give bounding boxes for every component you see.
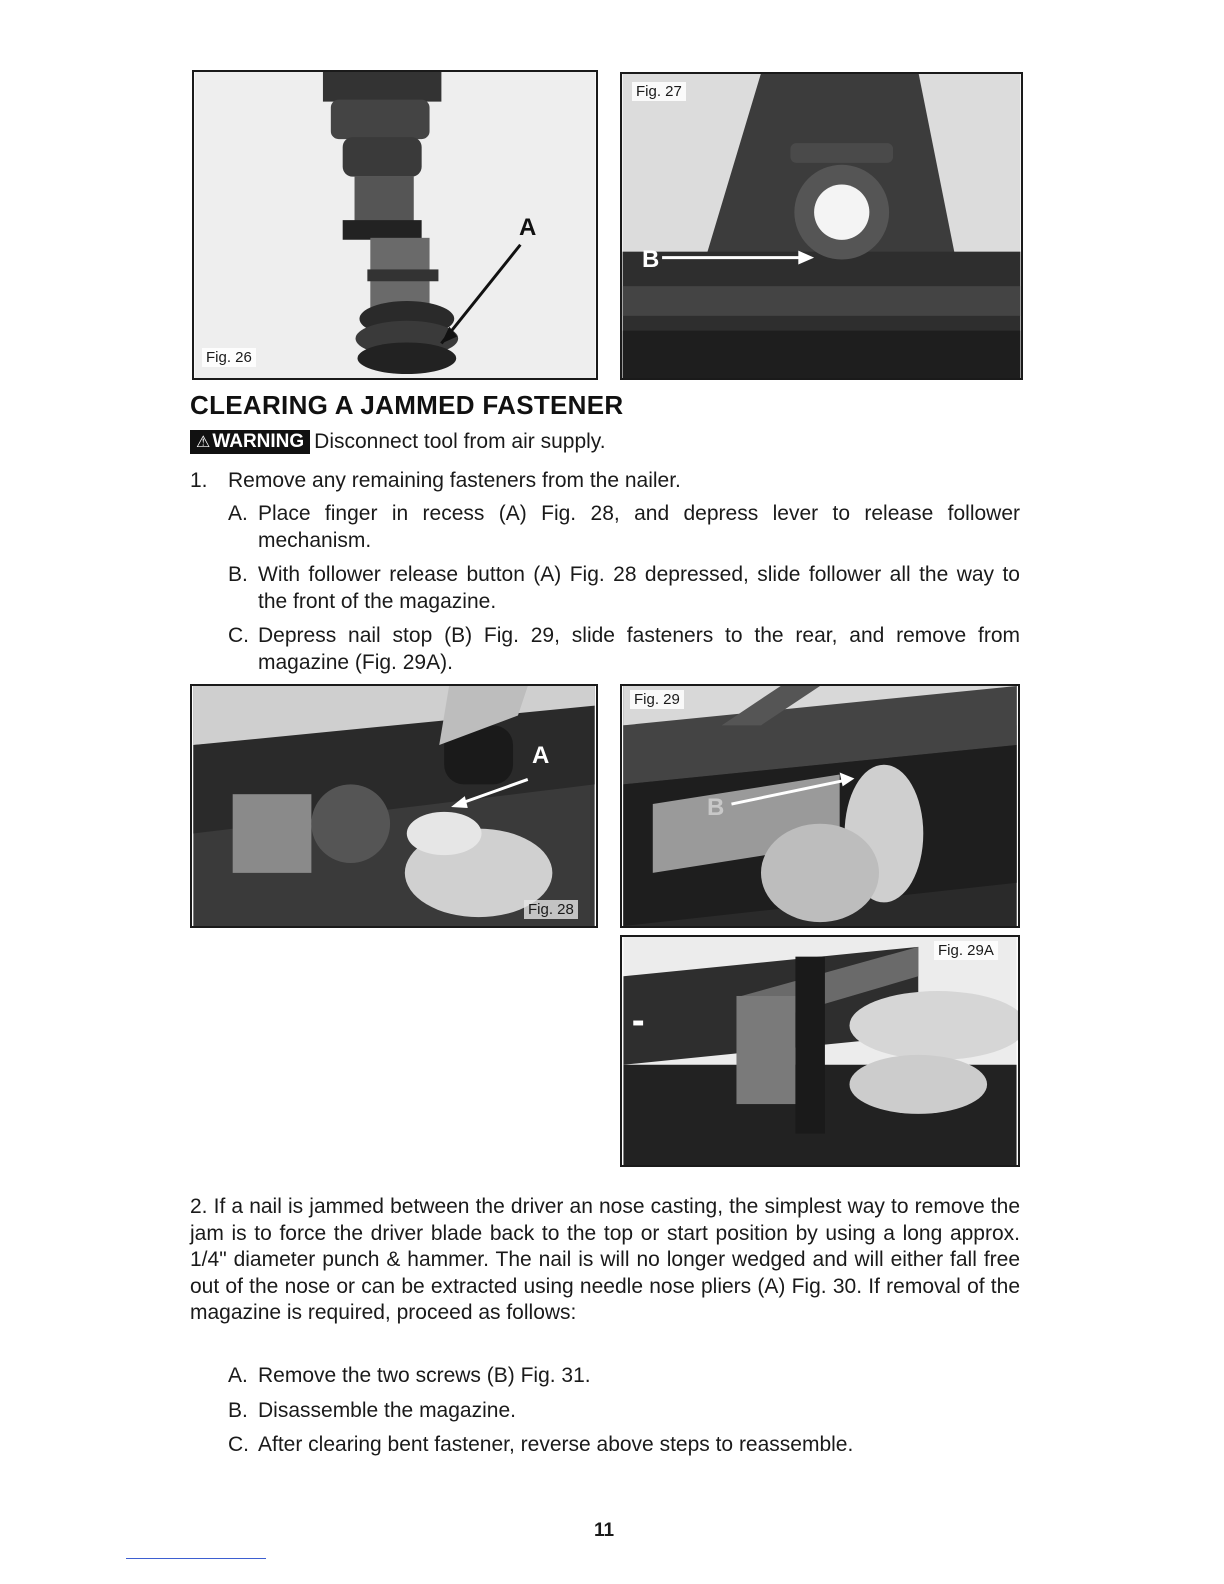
substep-text: Disassemble the magazine. xyxy=(258,1399,516,1422)
warning-badge-text: WARNING xyxy=(212,431,305,452)
footer-link-rule xyxy=(126,1558,266,1559)
fig-29-label: Fig. 29 xyxy=(630,690,684,709)
fig-28-label: Fig. 28 xyxy=(524,900,578,919)
figure-29a xyxy=(620,935,1020,1167)
warning-badge xyxy=(190,430,310,454)
substep-text: With follower release button (A) Fig. 28 depressed, slide follower all the way to the front of the magazine. xyxy=(258,563,1020,613)
step-1-number: 1. xyxy=(190,469,208,492)
fig-26-callout-a: A xyxy=(519,214,537,241)
fig-28-photo xyxy=(192,686,596,926)
substep-text: After clearing bent fastener, reverse above steps to reassemble. xyxy=(258,1433,854,1456)
fig-27-photo xyxy=(622,74,1021,378)
fig-29a-photo xyxy=(622,937,1018,1165)
warning-triangle-icon: ⚠ xyxy=(196,434,211,451)
section-title: CLEARING A JAMMED FASTENER xyxy=(190,390,624,420)
step-1-substep-a xyxy=(228,500,1020,554)
substep-letter: B. xyxy=(228,563,248,586)
fig-28-callout-a: A xyxy=(532,742,550,769)
figure-27 xyxy=(620,72,1023,380)
fig-29-photo xyxy=(622,686,1018,926)
step-1-substep-c xyxy=(228,622,1020,676)
substep-text: Place finger in recess (A) Fig. 28, and depress lever to release follower mechanism. xyxy=(258,502,1020,552)
step-1 xyxy=(190,467,681,494)
page-number: 11 xyxy=(594,1520,615,1541)
step-2-substep-a xyxy=(228,1362,1020,1389)
figure-28 xyxy=(190,684,598,928)
fig-29a-label: Fig. 29A xyxy=(934,941,998,960)
substep-letter: A. xyxy=(228,1364,248,1387)
figure-29 xyxy=(620,684,1020,928)
warning-text: Disconnect tool from air supply. xyxy=(314,430,606,453)
substep-text: Remove the two screws (B) Fig. 31. xyxy=(258,1364,591,1387)
substep-letter: C. xyxy=(228,1433,249,1456)
figure-26 xyxy=(192,70,598,380)
substep-text: Depress nail stop (B) Fig. 29, slide fasteners to the rear, and remove from magazine (Fig. 29A). xyxy=(258,624,1020,674)
step-2-substep-b xyxy=(228,1397,1020,1424)
step-1-text: Remove any remaining fasteners from the nailer. xyxy=(228,469,681,492)
substep-letter: C. xyxy=(228,624,249,647)
step-2-paragraph: 2. If a nail is jammed between the driver an nose casting, the simplest way to remove the jam is to force the driver blade back to the top or start position by using a long approx. 1/4" diameter punch & hammer. The nail is will no longer wedged and will either fall free out of the nose or can be extracted using needle nose pliers (A) Fig. 30. If removal of the magazine is required, proceed as follows: xyxy=(190,1195,1020,1324)
substep-letter: A. xyxy=(228,502,248,525)
fig-27-callout-b: B xyxy=(642,246,660,273)
step-1-substep-b xyxy=(228,561,1020,615)
fig-27-label: Fig. 27 xyxy=(632,82,686,101)
fig-26-label: Fig. 26 xyxy=(202,348,256,367)
fig-29-callout-b: B xyxy=(707,794,725,821)
step-2-substep-c xyxy=(228,1431,1020,1458)
substep-letter: B. xyxy=(228,1399,248,1422)
warning-line xyxy=(190,430,606,454)
